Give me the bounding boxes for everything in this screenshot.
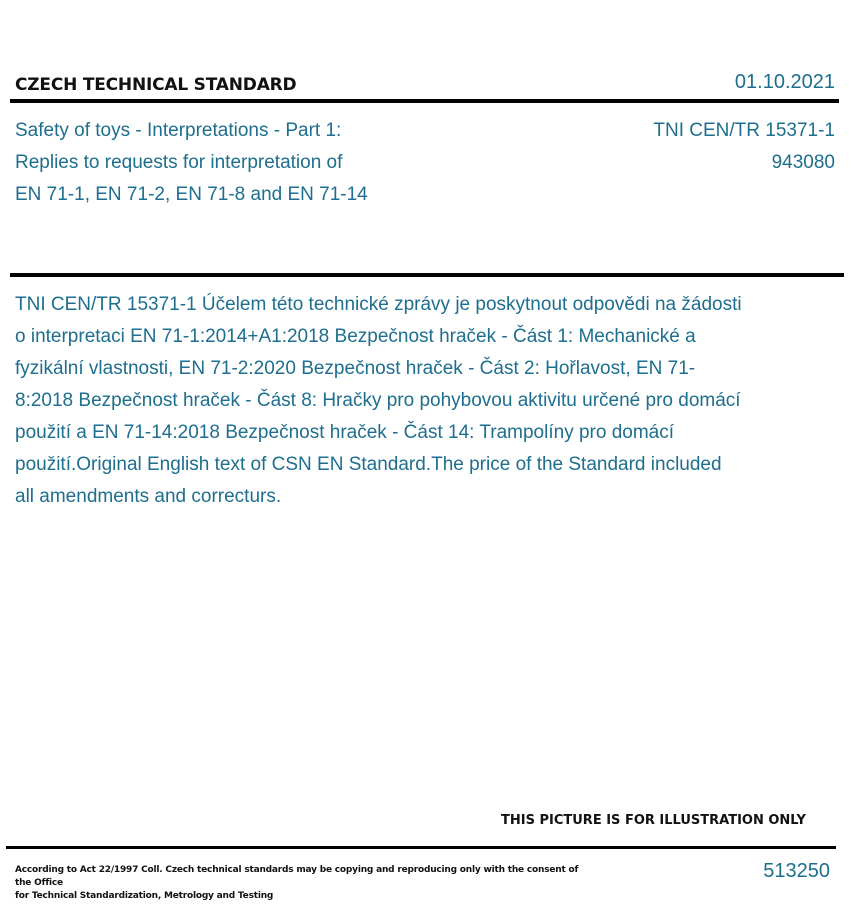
title-divider — [10, 273, 844, 277]
title-line: Safety of toys - Interpretations - Part 1: — [15, 120, 342, 141]
class-number: 943080 — [771, 152, 835, 173]
standard-type-label: CZECH TECHNICAL STANDARD — [15, 75, 297, 95]
standard-code: TNI CEN/TR 15371-1 — [653, 120, 835, 141]
standard-title — [15, 115, 368, 211]
legal-line: According to Act 22/1997 Coll. Czech technical standards may be copying and reproducing only with the consent of the Office — [15, 865, 579, 888]
designation-block — [653, 115, 835, 179]
title-line: EN 71-1, EN 71-2, EN 71-8 and EN 71-14 — [15, 184, 368, 205]
standard-description: TNI CEN/TR 15371-1 Účelem této technické zprávy je poskytnout odpovědi na žádosti o interpretaci EN 71-1:2014+A1:2018 Bezpečnost hraček - Část 1: Mechanické a fyzikální vlastnosti, EN 71-2:2020 Bezpečnost hraček - Část 2: Hořlavost, EN 71-8:2018 Bezpečnost hraček - Část 8: Hračky pro pohybovou aktivitu určené pro domácí použití a EN 71-14:2018 Bezpečnost hraček - Část 14: Trampolíny pro domácí použití.Original English text of CSN EN Standard.The price of the Standard included all amendments and correcturs. — [15, 294, 742, 507]
footer-divider — [6, 846, 836, 849]
illustration-note: THIS PICTURE IS FOR ILLUSTRATION ONLY — [501, 813, 806, 828]
header-divider — [10, 99, 839, 103]
legal-notice — [15, 864, 585, 903]
legal-line: for Technical Standardization, Metrology and Testing — [15, 891, 274, 901]
catalog-number: 513250 — [763, 860, 830, 882]
publication-date: 01.10.2021 — [734, 71, 835, 93]
title-line: Replies to requests for interpretation of — [15, 152, 343, 173]
